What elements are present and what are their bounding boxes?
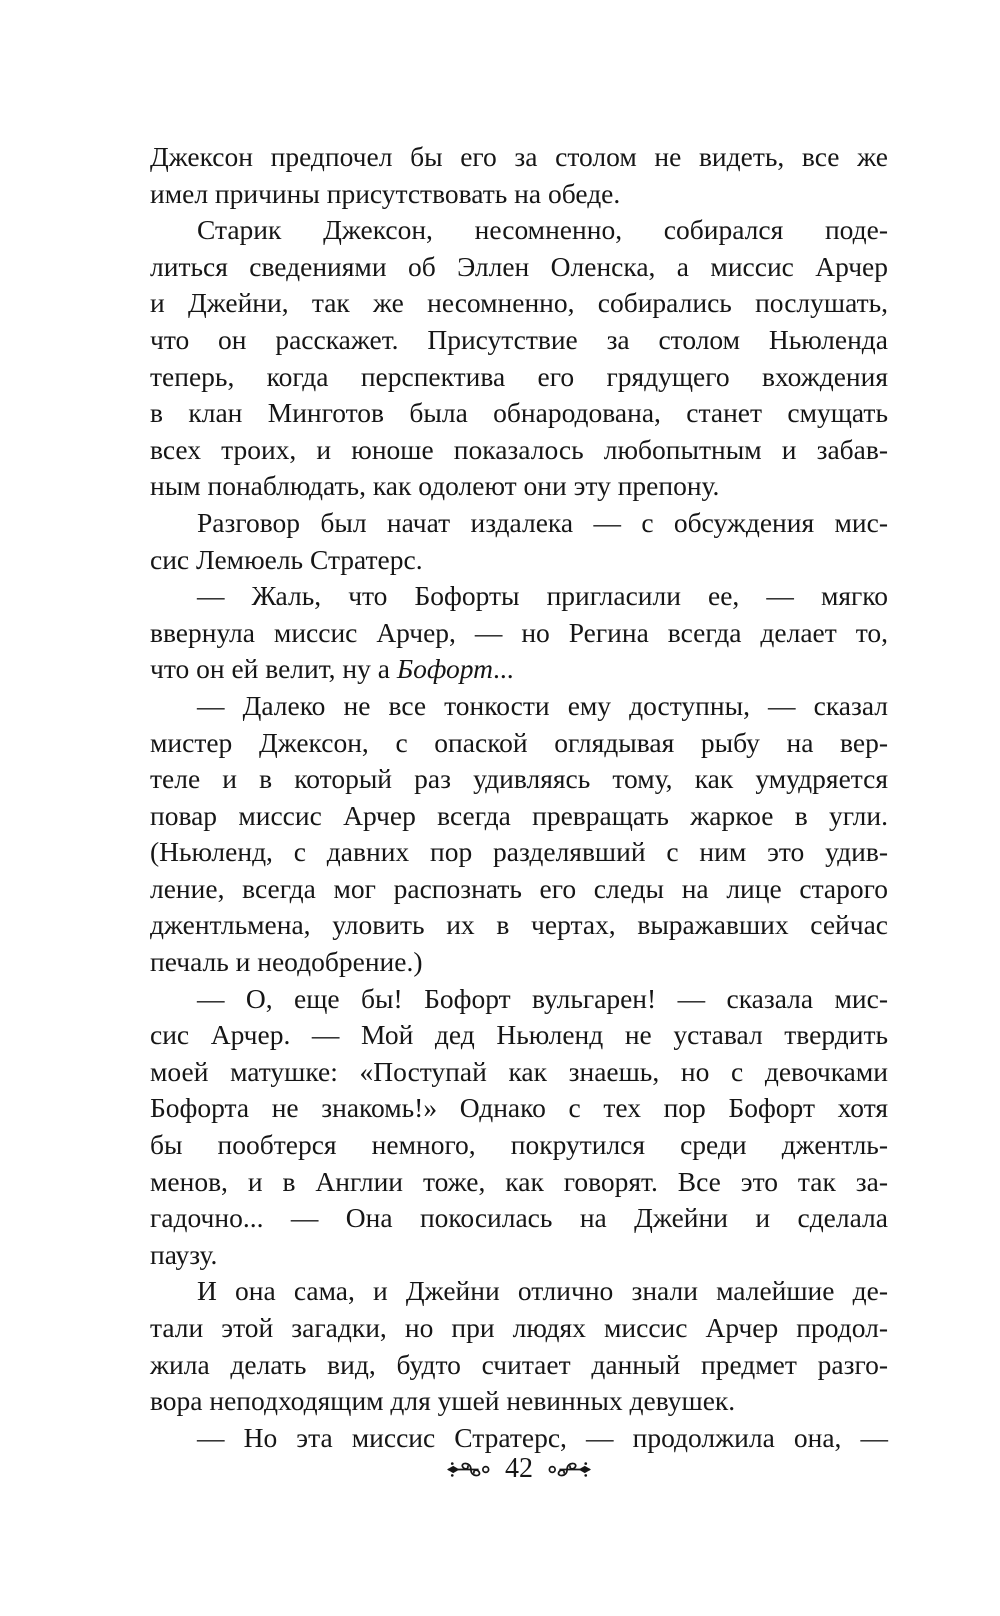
text-line: тали этой загадки, но при людях миссис Арчер продол- [150,1312,888,1343]
text-line: гадочно... — Она покосилась на Джейни и сделала [150,1202,888,1234]
text-line: Старик Джексон, несомненно, собирался поде- [197,214,888,246]
text-line: что он ей велит, ну а Бофорт... [150,653,514,685]
text-line: в клан Минготов была обнародована, станет смущать [150,397,888,429]
text-line: ление, всегда мог распознать его следы на лице старого [150,872,888,904]
text-line: — О, еще бы! Бофорт вульгарен! — сказала мис- [197,982,888,1014]
text-line: имел причины присутствовать на обеде. [150,177,621,209]
text-line: печаль и неодобрение.) [150,946,423,978]
text-line: вора неподходящим для ушей невинных девушек. [150,1385,736,1417]
text-line: бы пообтерся немного, покрутился среди джентль- [150,1129,888,1161]
text-line: Джексон предпочел бы его за столом не видеть, все же [150,141,888,172]
text-line: джентльмена, уловить их в чертах, выражавших сейчас [150,909,888,941]
text-line: сис Лемюель Стратерс. [150,543,423,575]
text-line: повар миссис Арчер всегда превращать жаркое в угли. [150,799,888,831]
text-line: менов, и в Англии тоже, как говорят. Все это так за- [150,1165,888,1197]
text-line: моей матушке: «Поступай как знаешь, но с девочками [150,1055,888,1087]
text-line: теле и в который раз удивляясь тому, как умудряется [150,763,888,795]
text-line: всех троих, и юноше показалось любопытным и забав- [150,433,888,465]
text-line: — Жаль, что Бофорты пригласили ее, — мягко [197,580,888,612]
text-line: ным понаблюдать, как одолеют они эту препону. [150,470,720,502]
text-line: теперь, когда перспектива его грядущего вхождения [150,360,888,392]
text-line: И она сама, и Джейни отлично знали малейшие де- [197,1275,888,1307]
text-line: Разговор был начат издалека — с обсуждения мис- [197,506,888,538]
text-line: жила делать вид, будто считает данный предмет разго- [150,1348,888,1380]
fleuron-right-icon [547,1457,591,1482]
text-line: мистер Джексон, с опаской оглядывая рыбу на вер- [150,726,888,758]
fleuron-left-icon [447,1457,491,1482]
text-line: Бофорта не знакомь!» Однако с тех пор Бофорт хотя [150,1092,888,1124]
page-footer [150,1452,888,1486]
text-line: паузу. [150,1238,218,1270]
text-line: что он расскажет. Присутствие за столом Ньюленда [150,323,888,355]
text-line: — Далеко не все тонкости ему доступны, — сказал [197,689,888,721]
text-line: ввернула миссис Арчер, — но Регина всегда делает то, [150,616,888,648]
text-line: и Джейни, так же несомненно, собирались послушать, [150,287,888,319]
text-line: литься сведениями об Эллен Оленска, а миссис Арчер [150,250,888,282]
text-line: — Но эта миссис Стратерс, — продолжила она, — [197,1421,888,1453]
page-number: 42 [505,1453,533,1484]
text-line: сис Арчер. — Мой дед Ньюленд не уставал твердить [150,1019,888,1051]
text-block [150,139,888,1456]
text-line: (Ньюленд, с давних пор разделявший с ним это удив- [150,836,888,868]
